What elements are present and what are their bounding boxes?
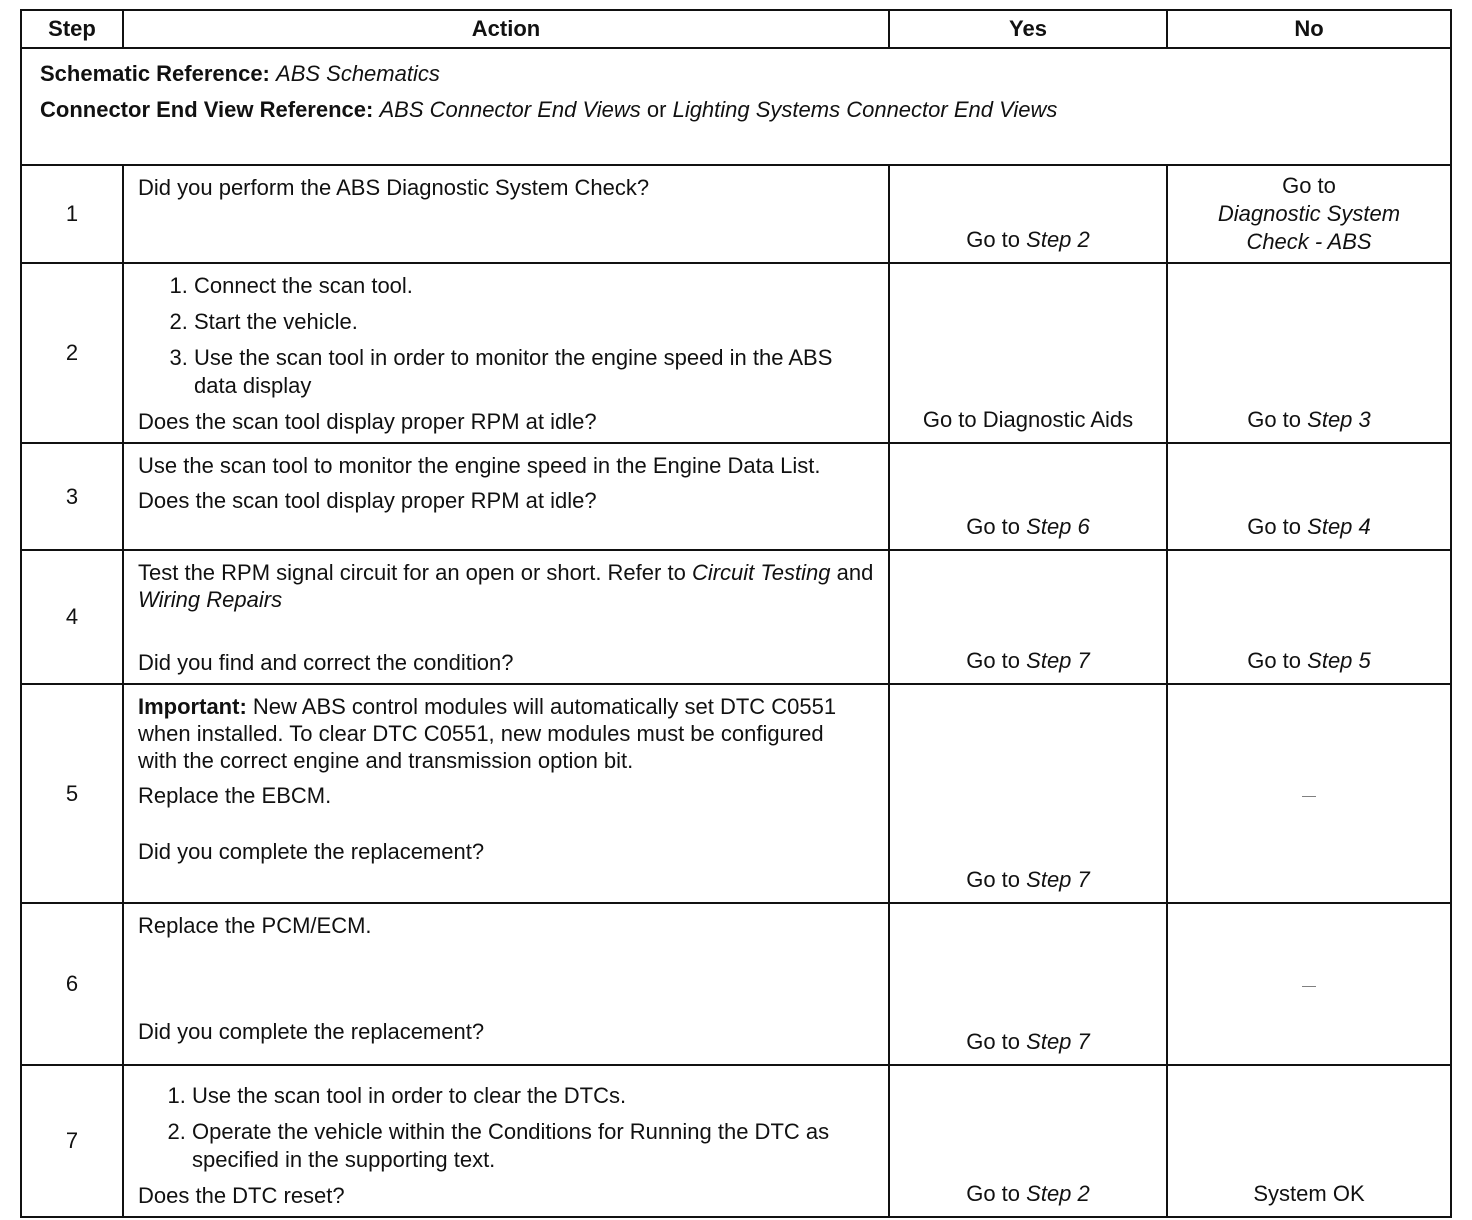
step-number: 6: [21, 903, 123, 1065]
no-link[interactable]: Step 3: [1307, 407, 1371, 432]
header-action: Action: [123, 10, 889, 48]
action-cell: [123, 1065, 889, 1217]
action-question: Does the DTC reset?: [138, 1183, 345, 1208]
schematic-reference-label: Schematic Reference:: [40, 61, 270, 86]
important-text: New ABS control modules will automatically set DTC C0551 when installed. To clear DTC C0551, new modules must be configured with the correct engine and transmission option bit.: [138, 694, 837, 773]
list-item: 2. Start the vehicle.: [194, 308, 878, 336]
connector-reference: [40, 97, 1432, 123]
table-row: [21, 165, 1451, 263]
action-cell: [123, 684, 889, 903]
table-row: [21, 903, 1451, 1065]
yes-cell: [889, 1065, 1167, 1217]
diagnostic-table: [20, 9, 1452, 1218]
no-cell: [1167, 903, 1451, 1065]
action-list: [138, 1082, 878, 1174]
header-yes: Yes: [889, 10, 1167, 48]
reference-cell: [21, 48, 1451, 165]
step-number: 3: [21, 443, 123, 550]
action-question: Does the scan tool display proper RPM at idle?: [138, 409, 597, 434]
schematic-reference-link[interactable]: ABS Schematics: [276, 61, 440, 86]
table-row: [21, 1065, 1451, 1217]
no-cell: [1167, 550, 1451, 684]
action-cell: [123, 165, 889, 263]
yes-link[interactable]: Step 7: [1026, 867, 1090, 892]
step-number: 5: [21, 684, 123, 903]
no-prefix: Go to: [1282, 173, 1336, 198]
action-text-and: and: [836, 560, 874, 585]
yes-link[interactable]: Go to Diagnostic Aids: [922, 407, 1134, 432]
yes-prefix: Go to: [966, 514, 1021, 539]
yes-prefix: Go to: [966, 648, 1021, 673]
action-cell: [123, 903, 889, 1065]
circuit-testing-link[interactable]: Circuit Testing: [691, 560, 831, 585]
schematic-reference: [40, 61, 1432, 87]
yes-cell: [889, 550, 1167, 684]
no-dash: —: [1302, 786, 1316, 803]
step-number: 7: [21, 1065, 123, 1217]
yes-link[interactable]: Step 7: [1026, 1029, 1090, 1054]
no-link[interactable]: Diagnostic System Check - ABS: [1217, 201, 1401, 254]
no-cell: [1167, 263, 1451, 443]
wiring-repairs-link[interactable]: Wiring Repairs: [138, 587, 283, 612]
step-number: 4: [21, 550, 123, 684]
header-no: No: [1167, 10, 1451, 48]
action-list: [138, 272, 878, 400]
action-text: [138, 559, 878, 613]
yes-cell: [889, 684, 1167, 903]
connector-reference-link-lighting[interactable]: Lighting Systems Connector End Views: [672, 97, 1058, 122]
action-text-prefix: Test the RPM signal circuit for an open or short. Refer to: [138, 560, 686, 585]
reference-row: [21, 48, 1451, 165]
yes-cell: [889, 263, 1167, 443]
no-prefix: Go to: [1247, 514, 1302, 539]
yes-prefix: Go to: [966, 1029, 1021, 1054]
table-row: [21, 443, 1451, 550]
action-text: Replace the PCM/ECM.: [138, 913, 372, 938]
yes-cell: [889, 165, 1167, 263]
yes-prefix: Go to: [966, 867, 1021, 892]
action-question: Did you complete the replacement?: [138, 839, 485, 864]
no-link[interactable]: Step 5: [1307, 648, 1371, 673]
connector-reference-link-abs[interactable]: ABS Connector End Views: [379, 97, 641, 122]
no-cell: [1167, 684, 1451, 903]
no-result: System OK: [1253, 1181, 1365, 1206]
no-prefix: Go to: [1247, 407, 1302, 432]
table-row: [21, 684, 1451, 903]
list-item: 1. Connect the scan tool.: [194, 272, 878, 300]
yes-cell: [889, 443, 1167, 550]
yes-prefix: Go to: [966, 1181, 1021, 1206]
connector-reference-or: or: [646, 97, 667, 122]
action-text: Replace the EBCM.: [138, 783, 332, 808]
connector-reference-label: Connector End View Reference:: [40, 97, 374, 122]
yes-cell: [889, 903, 1167, 1065]
no-cell: [1167, 165, 1451, 263]
action-cell: [123, 550, 889, 684]
action-question: Did you perform the ABS Diagnostic System Check?: [138, 175, 650, 200]
no-cell: [1167, 1065, 1451, 1217]
no-cell: [1167, 443, 1451, 550]
action-question: Does the scan tool display proper RPM at idle?: [138, 488, 597, 513]
no-link[interactable]: Step 4: [1307, 514, 1371, 539]
yes-link[interactable]: Step 6: [1026, 514, 1090, 539]
important-label: Important:: [138, 694, 247, 719]
list-item: 3. Use the scan tool in order to monitor the engine speed in the ABS data display: [194, 344, 878, 400]
no-dash: —: [1302, 977, 1316, 993]
action-text: Use the scan tool to monitor the engine speed in the Engine Data List.: [138, 453, 821, 478]
step-number: 2: [21, 263, 123, 443]
header-step: Step: [21, 10, 123, 48]
yes-link[interactable]: Step 7: [1026, 648, 1090, 673]
yes-prefix: Go to: [966, 227, 1021, 252]
yes-link[interactable]: Step 2: [1026, 227, 1090, 252]
action-cell: [123, 443, 889, 550]
action-question: Did you complete the replacement?: [138, 1019, 485, 1044]
list-item: 1. Use the scan tool in order to clear the DTCs.: [192, 1082, 878, 1110]
header-row: [21, 10, 1451, 48]
table-row: [21, 550, 1451, 684]
action-cell: [123, 263, 889, 443]
action-question: Did you find and correct the condition?: [138, 650, 514, 675]
step-number: 1: [21, 165, 123, 263]
important-note: [138, 693, 848, 774]
yes-link[interactable]: Step 2: [1026, 1181, 1090, 1206]
table-row: [21, 263, 1451, 443]
list-item: 2. Operate the vehicle within the Conditions for Running the DTC as specified in the supporting text.: [192, 1118, 852, 1174]
no-prefix: Go to: [1247, 648, 1302, 673]
